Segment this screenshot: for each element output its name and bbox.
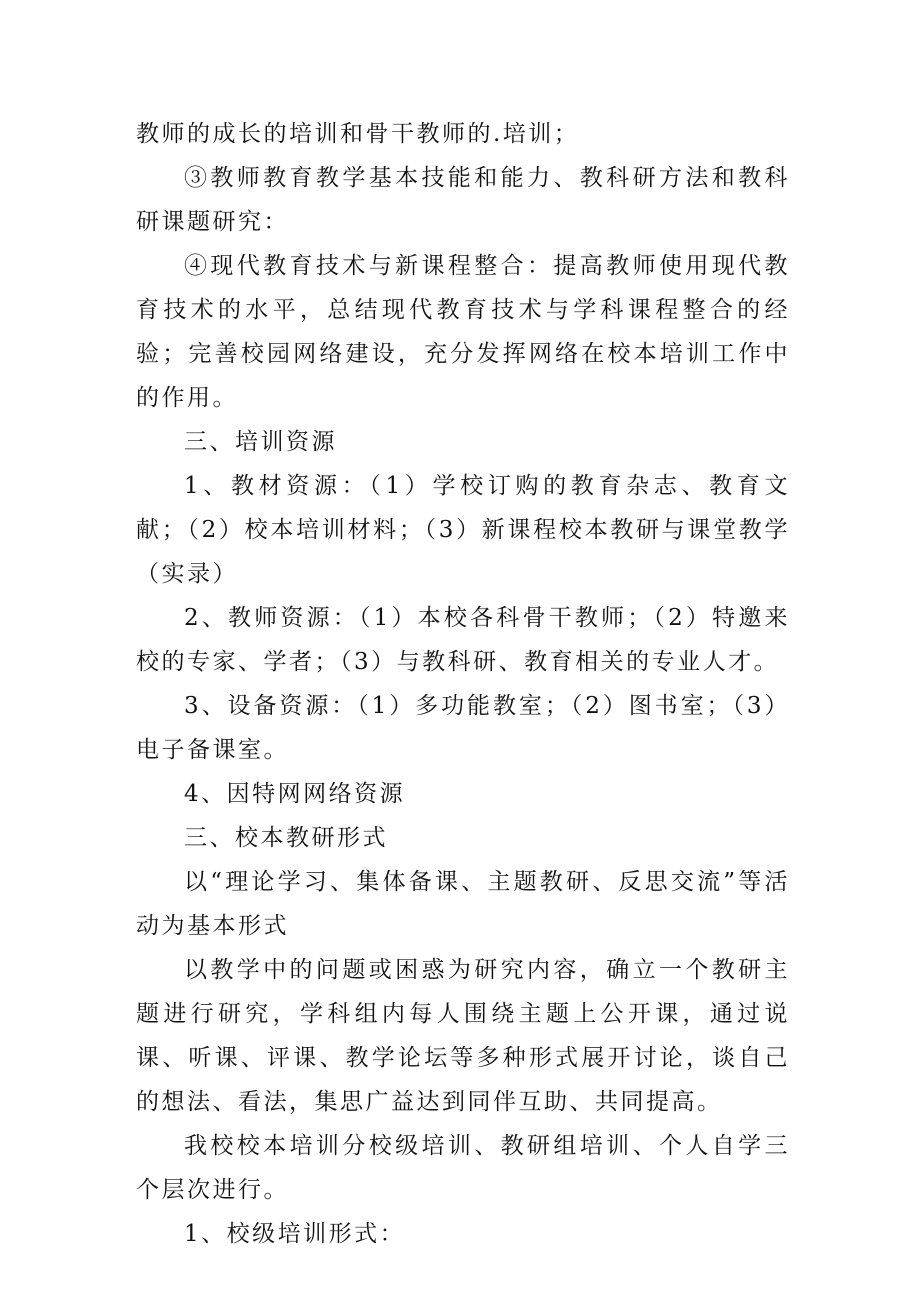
paragraph-textbook-resources: 1、教材资源：（1）学校订购的教育杂志、教育文献；（2）校本培训材料；（3）新课程校本教研与课堂教学（实录） — [136, 473, 790, 587]
document-body — [136, 112, 790, 1256]
paragraph-basic-forms: 以“理论学习、集体备课、主题教研、反思交流”等活动为基本形式 — [136, 869, 790, 939]
paragraph-equipment-resources: 3、设备资源：（1）多功能教室；（2）图书室；（3）电子备课室。 — [136, 693, 790, 763]
paragraph-item-4: ④现代教育技术与新课程整合：提高教师使用现代教育技术的水平，总结现代教育技术与学科课程整合的经验；完善校园网络建设，充分发挥网络在校本培训工作中的作用。 — [136, 253, 790, 411]
section-heading-training-resources: 三、培训资源 — [184, 429, 337, 455]
paragraph-training-levels: 我校校本培训分校级培训、教研组培训、个人自学三个层次进行。 — [136, 1133, 790, 1203]
paragraph-research-topics: 以教学中的问题或困惑为研究内容，确立一个教研主题进行研究，学科组内每人围绕主题上公开课，通过说课、听课、评课、教学论坛等多种形式展开讨论，谈自己的想法、看法，集思广益达到同伴互助、共同提高。 — [136, 957, 790, 1115]
paragraph-continuation: 教师的成长的培训和骨干教师的.培训； — [136, 121, 580, 147]
paragraph-teacher-resources: 2、教师资源：（1）本校各科骨干教师；（2）特邀来校的专家、学者；（3）与教科研、教育相关的专业人才。 — [136, 605, 790, 675]
paragraph-item-3: ③教师教育教学基本技能和能力、教科研方法和教科研课题研究： — [136, 165, 790, 235]
section-heading-research-forms: 三、校本教研形式 — [184, 825, 388, 851]
paragraph-school-level-training: 1、校级培训形式： — [184, 1221, 406, 1247]
paragraph-internet-resources: 4、因特网网络资源 — [184, 781, 406, 807]
